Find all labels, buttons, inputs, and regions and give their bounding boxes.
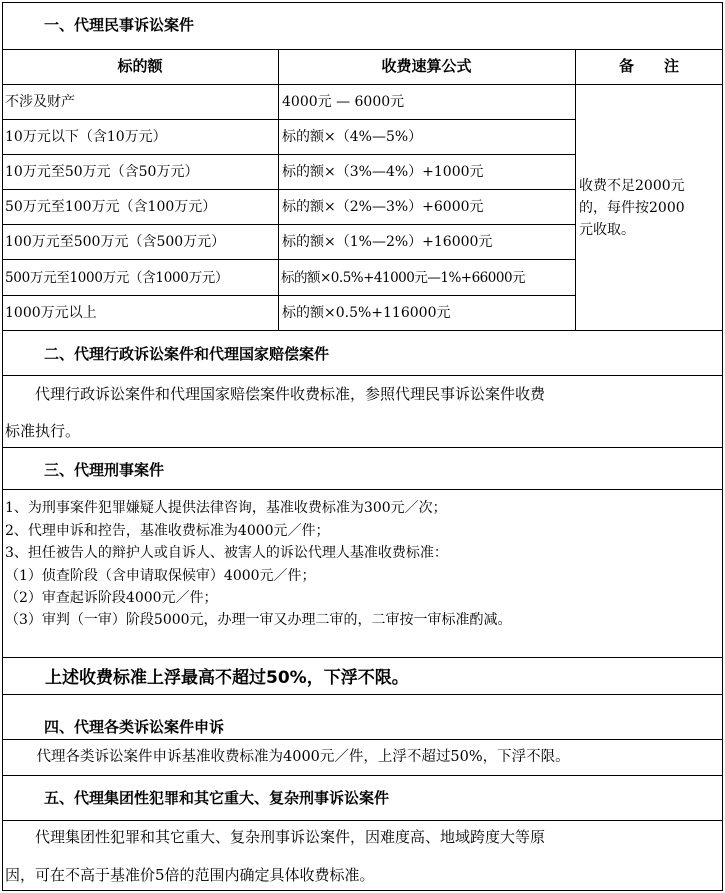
table-row-amount: 1000万元以上 (5, 305, 97, 321)
table-row-amount: 500万元至1000万元（含1000万元） (5, 270, 229, 286)
section3-body-line: （3）审判（一审）阶段5000元，办理一审又办理二审的，二审按一审标准酌减。 (5, 612, 512, 628)
section4-title: 四、代理各类诉讼案件申诉 (44, 718, 225, 736)
table-note-line: 的，每件按2000 (579, 200, 685, 216)
table-note-line: 收费不足2000元 (579, 178, 685, 194)
divider (2, 49, 723, 50)
section2-title: 二、代理行政诉讼案件和代理国家赔偿案件 (44, 345, 330, 363)
float-limit-note: 上述收费标准上浮最高不超过50%，下浮不限。 (28, 668, 409, 688)
table-row-formula: 标的额×（4%—5%） (282, 129, 423, 145)
table-header-formula: 收费速算公式 (381, 57, 472, 75)
section5-body-line: 因，可在不高于基准价5倍的范围内确定具体收费标准。 (5, 866, 375, 884)
table-row-amount: 10万元至50万元（含50万元） (5, 164, 199, 180)
table-row-amount: 10万元以下（含10万元） (5, 129, 167, 145)
table-row-amount: 50万元至100万元（含100万元） (5, 199, 217, 215)
section3-body-line: （2）审查起诉阶段4000元／件； (5, 590, 218, 606)
table-row-amount: 不涉及财产 (5, 94, 75, 110)
section5-body-line: 代理集团性犯罪和其它重大、复杂刑事诉讼案件，因难度高、地域跨度大等原 (5, 828, 546, 846)
section2-body-line: 标准执行。 (5, 422, 81, 440)
table-row-formula: 标的额×（1%—2%）+16000元 (282, 234, 493, 250)
table-row-formula: 标的额×（3%—4%）+1000元 (282, 164, 484, 180)
section3-body-line: 2、代理申诉和控告，基准收费标准为4000元／件； (5, 523, 330, 539)
table-row-formula: 标的额×（2%—3%）+6000元 (282, 199, 484, 215)
table-row-formula: 标的额×0.5%+116000元 (282, 305, 451, 321)
section3-body-line: 1、为刑事案件犯罪嫌疑人提供法律咨询，基准收费标准为300元／次； (5, 500, 447, 516)
section3-body-line: （1）侦查阶段（含申请取保候审）4000元／件； (5, 568, 316, 584)
table-header-amount: 标的额 (117, 57, 163, 75)
section3-body-line: 3、担任被告人的辩护人或自诉人、被害人的诉讼代理人基准收费标准： (5, 545, 448, 561)
section2-body-line: 代理行政诉讼案件和代理国家赔偿案件收费标准，参照代理民事诉讼案件收费 (5, 385, 546, 403)
table-row-formula: 4000元 — 6000元 (282, 94, 405, 110)
table-header-note: 备 注 (618, 57, 679, 75)
section3-title: 三、代理刑事案件 (44, 461, 165, 479)
section5-title: 五、代理集团性犯罪和其它重大、复杂刑事诉讼案件 (44, 789, 390, 807)
table-row-formula: 标的额×0.5%+41000元—1%+66000元 (281, 270, 526, 286)
table-note-line: 元收取。 (579, 222, 635, 238)
table-row-amount: 100万元至500万元（含500万元） (5, 234, 226, 250)
section1-title: 一、代理民事诉讼案件 (44, 16, 195, 34)
section4-body: 代理各类诉讼案件申诉基准收费标准为4000元／件，上浮不超过50%，下浮不限。 (22, 749, 570, 765)
